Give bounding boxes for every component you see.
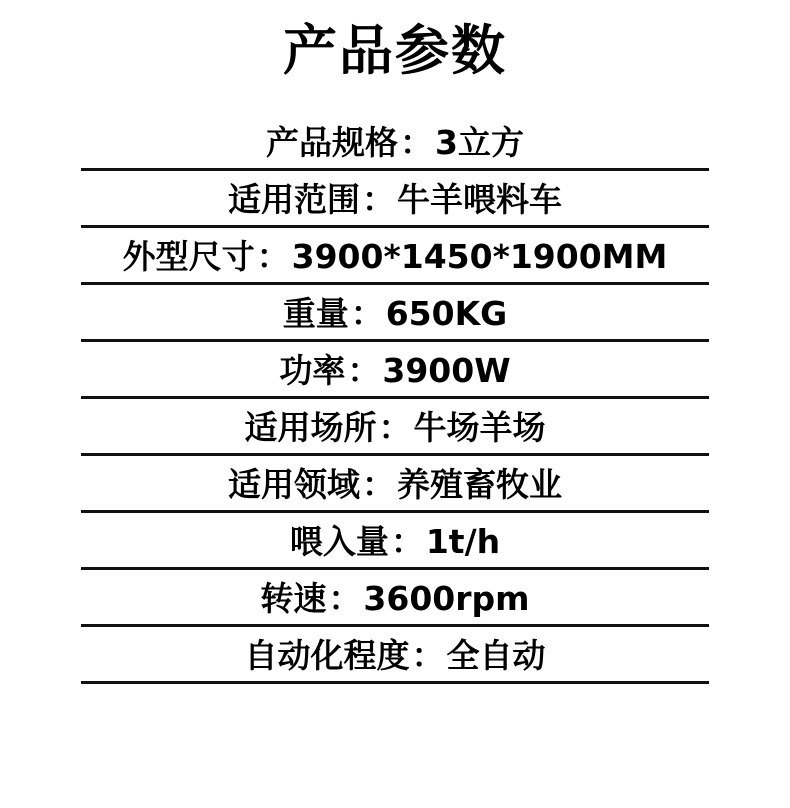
spec-value: 3立方 <box>435 123 524 162</box>
table-row <box>89 456 701 513</box>
spec-value: 3900W <box>382 351 511 390</box>
spec-value: 3600rpm <box>363 579 530 618</box>
spec-separator: ： <box>378 408 412 447</box>
spec-label: 重量 <box>282 294 349 333</box>
spec-separator: ： <box>362 180 395 219</box>
page-title: 产品参数 <box>283 19 507 82</box>
table-row <box>89 570 701 627</box>
table-row <box>89 399 701 456</box>
spec-separator: ： <box>362 465 395 504</box>
spec-separator: ： <box>328 579 362 618</box>
spec-label: 功率 <box>279 351 346 390</box>
table-row <box>89 342 701 399</box>
spec-value: 1t/h <box>425 522 501 561</box>
spec-value: 3900*1450*1900MM <box>291 237 668 276</box>
spec-value: 650KG <box>385 294 508 333</box>
table-row <box>89 114 701 171</box>
table-row <box>89 285 701 342</box>
table-row <box>89 171 701 228</box>
spec-separator: ： <box>400 123 434 162</box>
table-row <box>89 513 701 570</box>
spec-label: 自动化程度 <box>244 636 410 675</box>
spec-label: 适用领域 <box>228 465 360 504</box>
spec-label: 适用场所 <box>244 408 377 447</box>
bottom-spacer <box>0 684 790 708</box>
row-divider <box>81 681 709 684</box>
spec-value: 牛场羊场 <box>413 408 546 447</box>
table-row <box>89 228 701 285</box>
spec-separator: ： <box>256 237 290 276</box>
spec-label: 产品规格 <box>266 123 399 162</box>
spec-label: 外型尺寸 <box>122 237 255 276</box>
spec-separator: ： <box>350 294 384 333</box>
spec-label: 转速 <box>260 579 327 618</box>
spec-table <box>89 88 701 684</box>
spec-separator: ： <box>411 636 445 675</box>
spec-separator: ： <box>390 522 424 561</box>
spec-label: 喂入量 <box>289 522 389 561</box>
spec-value: 牛羊喂料车 <box>397 180 562 219</box>
spec-label: 适用范围 <box>228 180 360 219</box>
spec-value: 全自动 <box>446 636 546 675</box>
spec-separator: ： <box>347 351 381 390</box>
table-row <box>89 627 701 684</box>
spec-value: 养殖畜牧业 <box>397 465 562 504</box>
